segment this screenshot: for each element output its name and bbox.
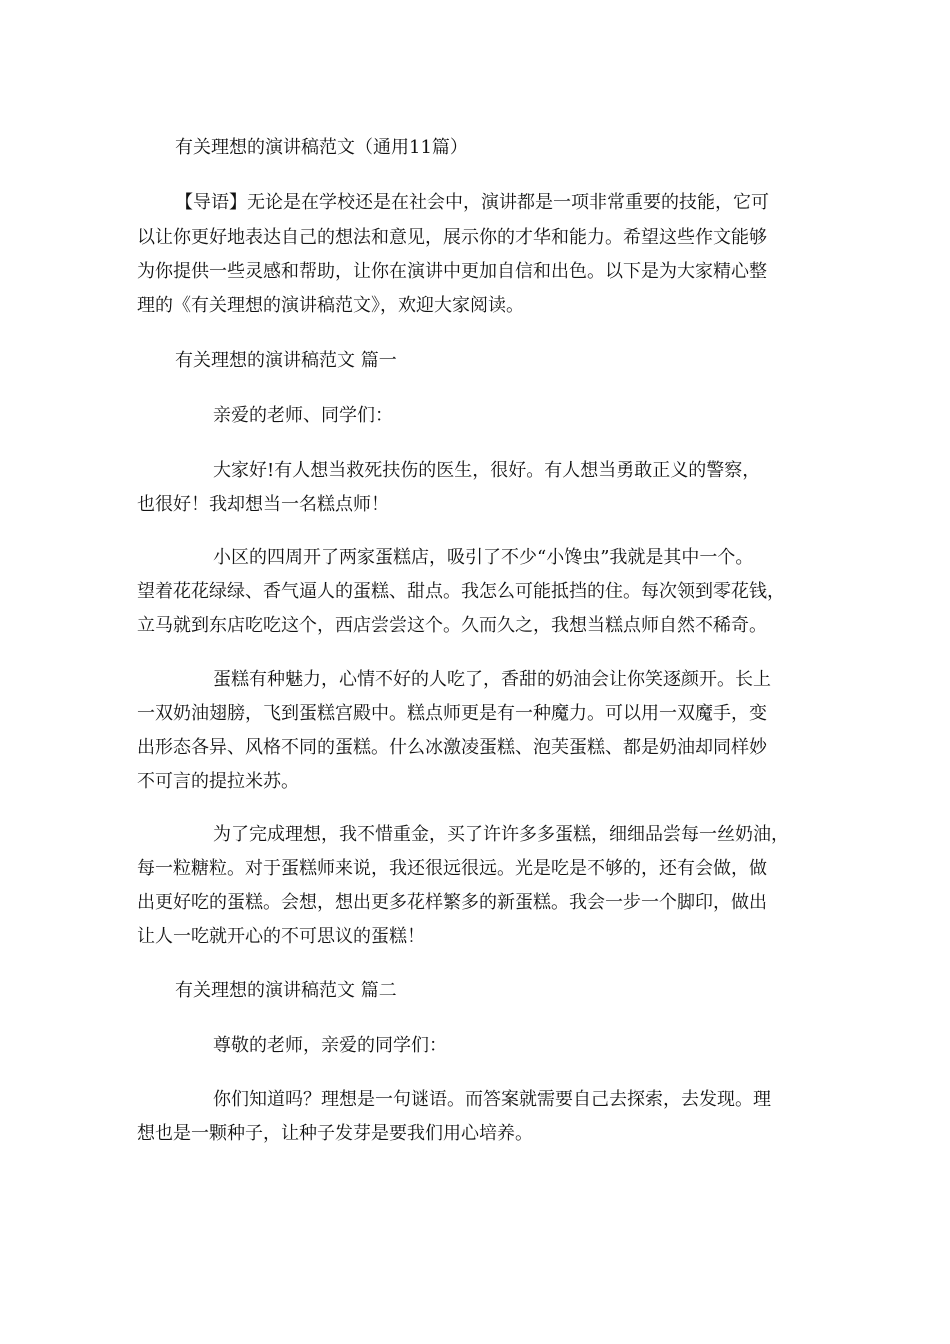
paragraph-line: 让人一吃就开心的不可思议的蛋糕！ [137, 926, 425, 947]
paragraph-line: 出更好吃的蛋糕。会想，想出更多花样繁多的新蛋糕。我会一步一个脚印，做出 [137, 892, 767, 913]
paragraph-line: 蛋糕有种魅力，心情不好的人吃了，香甜的奶油会让你笑逐颜开。长上 [213, 669, 771, 690]
intro-line: 【导语】无论是在学校还是在社会中，演讲都是一项非常重要的技能，它可 [175, 192, 769, 213]
paragraph-line: 每一粒糖粒。对于蛋糕师来说，我还很远很远。光是吃是不够的，还有会做，做 [137, 858, 767, 879]
intro-line: 理的《有关理想的演讲稿范文》，欢迎大家阅读。 [137, 295, 524, 316]
intro-line: 为你提供一些灵感和帮助，让你在演讲中更加自信和出色。以下是为大家精心整 [137, 261, 767, 282]
section-heading-2: 有关理想的演讲稿范文 篇二 [175, 980, 397, 1001]
paragraph-line: 望着花花绿绿、香气逼人的蛋糕、甜点。我怎么可能抵挡的住。每次领到零花钱， [137, 581, 785, 602]
paragraph-line: 想也是一颗种子，让种子发芽是要我们用心培养。 [137, 1123, 533, 1144]
paragraph-line: 为了完成理想，我不惜重金，买了许许多多蛋糕，细细品尝每一丝奶油， [213, 824, 789, 845]
section-heading-1: 有关理想的演讲稿范文 篇一 [175, 350, 397, 371]
paragraph-line: 也很好！我却想当一名糕点师！ [137, 494, 389, 515]
section2-greeting: 尊敬的老师，亲爱的同学们： [213, 1035, 447, 1056]
paragraph-line: 立马就到东店吃吃这个，西店尝尝这个。久而久之，我想当糕点师自然不稀奇。 [137, 615, 767, 636]
paragraph-line: 小区的四周开了两家蛋糕店，吸引了不少“小馋虫”我就是其中一个。 [213, 547, 754, 568]
paragraph-line: 不可言的提拉米苏。 [137, 771, 299, 792]
intro-line: 以让你更好地表达自己的想法和意见，展示你的才华和能力。希望这些作文能够 [137, 227, 767, 248]
paragraph-line: 一双奶油翅膀，飞到蛋糕宫殿中。糕点师更是有一种魔力。可以用一双魔手，变 [137, 703, 767, 724]
paragraph-line: 你们知道吗？理想是一句谜语。而答案就需要自己去探索，去发现。理 [213, 1089, 771, 1110]
section1-greeting: 亲爱的老师、同学们： [213, 405, 393, 426]
paragraph-line: 出形态各异、风格不同的蛋糕。什么冰激凌蛋糕、泡芙蛋糕、都是奶油却同样妙 [137, 737, 767, 758]
paragraph-line: 大家好!有人想当救死扶伤的医生，很好。有人想当勇敢正义的警察， [213, 460, 761, 481]
document-title: 有关理想的演讲稿范文（通用11篇） [175, 137, 468, 158]
